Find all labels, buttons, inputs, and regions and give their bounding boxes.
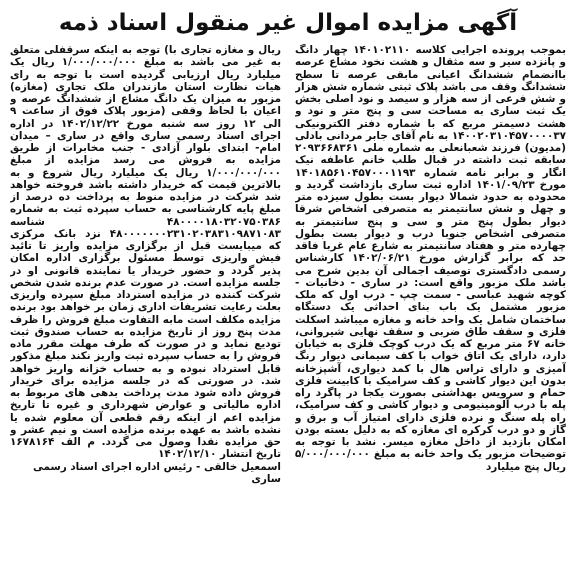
- left-column-text: ریال و مغازه تجاری با) توجه به اینکه سرقفلی متعلق به غیر می باشد به مبلغ ۱/۰۰۰/۰۰۰/۰۰۰ ریال یک میلیارد ریال ارزیابی گردیده است با توجه به رای هیات نظارت استان مازندران ملک تجاری (مغازه) مزبور به میزان یک دانگ مشاع از ششدانگ عرصه و اعیان با لحاظ وقفی (مزبور پلاک فوق از ساعت ۹ الی ۱۲ روز سه شنبه مورخ ۱۴۰۲/۱۲/۲۲ در اداره اجرای اسناد رسمی ساری واقع در ساری – میدان امام- ابتدای بلوار آزادی - جنب مخابرات از طریق مزایده به فروش می رسد مزایده از مبلغ ۱/۰۰۰/۰۰۰/۰۰۰ ریال یک میلیارد ریال شروع و به بالاترین قیمت که خریدار داشته باشد فروخته خواهد شد شرکت در مزایده منوط به پرداخت ده درصد از مبلغ پایه کارشناسی به حساب سپرده ثبت به شماره ۴۸۰۰۰۰۱۸۰۳۲۰۷۵۰۳۸۶ شناسه ۴۸۰۰۰۰۰۰۰۲۳۱۰۲۰۳۸۳۱۰۹۸۷۱۰۸۳ نزد بانک مرکزی که میبایست قبل از برگزاری مزایده واریز تا تائید فیش واریزی توسط مسئول برگزاری اداره امکان پذیر گردد و حضور خریدار یا نماینده قانونی او در جلسه مزایده است. در صورت عدم برنده شدن شخص شرکت کننده در مزایده استرداد مبلغ سپرده واریزی بعلت رعایت تشریفات اداری زمان بر خواهد بود برنده مزایده مکلف است مابه التفاوت مبلغ فروش را ظرف مدت پنج روز از تاریخ مزایده به حساب صندوق ثبت تودیع نماید و در صورت که طرف مهلت مقرر ماده فروش را به حساب سپرده ثبت واریز نکند مبلغ مذکور قابل استرداد نبوده و به حساب خزانه واریز خواهد شد. در صورتی که در جلسه مزایده برای خریدار فروش داده شود مدت پرداخت بدهی های مربوط به اداره مالیاتی و عوارض شهرداری و غیره تا تاریخ مزایده اعم از اینکه رقم قطعی آن معلوم شده یا نشده باشد به عهده برنده مزایده است و نیم عشر و حق مزایده نقدا وصول می گردد. م الف ۱۶۷۸۱۶۴ تاریخ انتشار ۱۴۰۲/۱۲/۱۰: [10, 44, 281, 461]
- notice-header: [10, 6, 566, 44]
- notice-body: [10, 44, 566, 556]
- signature: اسمعیل خالقی - رئیس اداره اجرای اسناد رسمی ساری: [33, 460, 281, 485]
- left-column: [10, 44, 281, 556]
- right-column: [295, 44, 566, 556]
- notice-title: آگهی مزایده اموال غیر منقول اسناد ذمه: [58, 10, 518, 36]
- right-column-text: بموجب پرونده اجرایی کلاسه ۱۴۰۱۰۲۱۱۰ چهار دانگ و پانزده سیر و سه مثقال و هشت نخود مشاع عرصه باانضمام ششدانگ اعیانی مابقی عرصه تا سطح ششدانگ وقف می باشد پلاک ثبتی شماره شش هزار و شش فرعی از سه هزار و سیصد و نود اصلی بخش یک ثبت ساری به مساحت سی و پنج متر و نود و هشت دسیمتر مربع که با شماره دفتر الکترونیکی ۱۴۰۰۲۰۳۱۰۴۵۷۰۰۰۰۳۷ به نام آقای جابر مردانی بادلی (مدیون) فرزند شعبانعلی به شماره ملی ۲۰۹۳۶۶۸۳۶۱ سابقه ثبت داشته در قبال طلب خانم عاطفه نیک انگار و برابر نامه شماره ۱۴۰۱۸۵۶۱۰۴۵۷۰۰۰۱۱۹۳ مورخ ۱۴۰۱/۰۹/۲۳ اداره ثبت ساری بازداشت گردید و محدوده به حدود شمالا دیوار بست بطول سیزده متر و چهل و شش سانتیمتر به متصرفی اشخاص شرقا دیوار بطول پنج متر و سی و پنج سانتیمتر به متصرفی اشخاص جنوبا درب و دیوار بست بطول چهارده متر و هفتاد سانتیمتر به شارع عام غربا فاقد حد که برابر گزارش مورخ ۱۴۰۲/۰۶/۲۱ کارشناس رسمی دادگستری توصیف اجمالی آن بدین شرح می باشد ملک مزبور واقع است: در ساری - دخانیات - کوچه شهید عباسی - سمت چپ - درب اول که ملک مزبور مشتمل یک باب بنای احداثی یک دستگاه ساختمان شامل یک واحد خانه و مغازه میباشد اسکلت فلزی و سقف طاق ضربی و سقف نهایی شیروانی، خانه ۶۷ متر مربع که یک درب کوچک فلزی به خیابان دارد، دارای یک اتاق خواب با کف سیمانی دیوار رنگ آمیزی و دارای تراس هال با کمد دیواری، آشپزخانه بدون این دیوار کاشی و کف سرامیک با کابینت فلزی حمام و سرویس بهداشتی بصورت یکجا در پاگرد راه پله با درب آلومینیومی و دیوار کاشی و کف سرامیک، راه پله سنگ و نرده فلزی دارای امتیاز آب و برق و گاز و دو درب کرکره ای مغازه که به دلیل بسته بودن امکان بازدید از داخل مغازه میسر. نشد با توجه به توضیحات مزبور یک واحد خانه به مبلغ ۵/۰۰۰/۰۰۰/۰۰۰ ریال پنج میلیارد: [295, 44, 566, 473]
